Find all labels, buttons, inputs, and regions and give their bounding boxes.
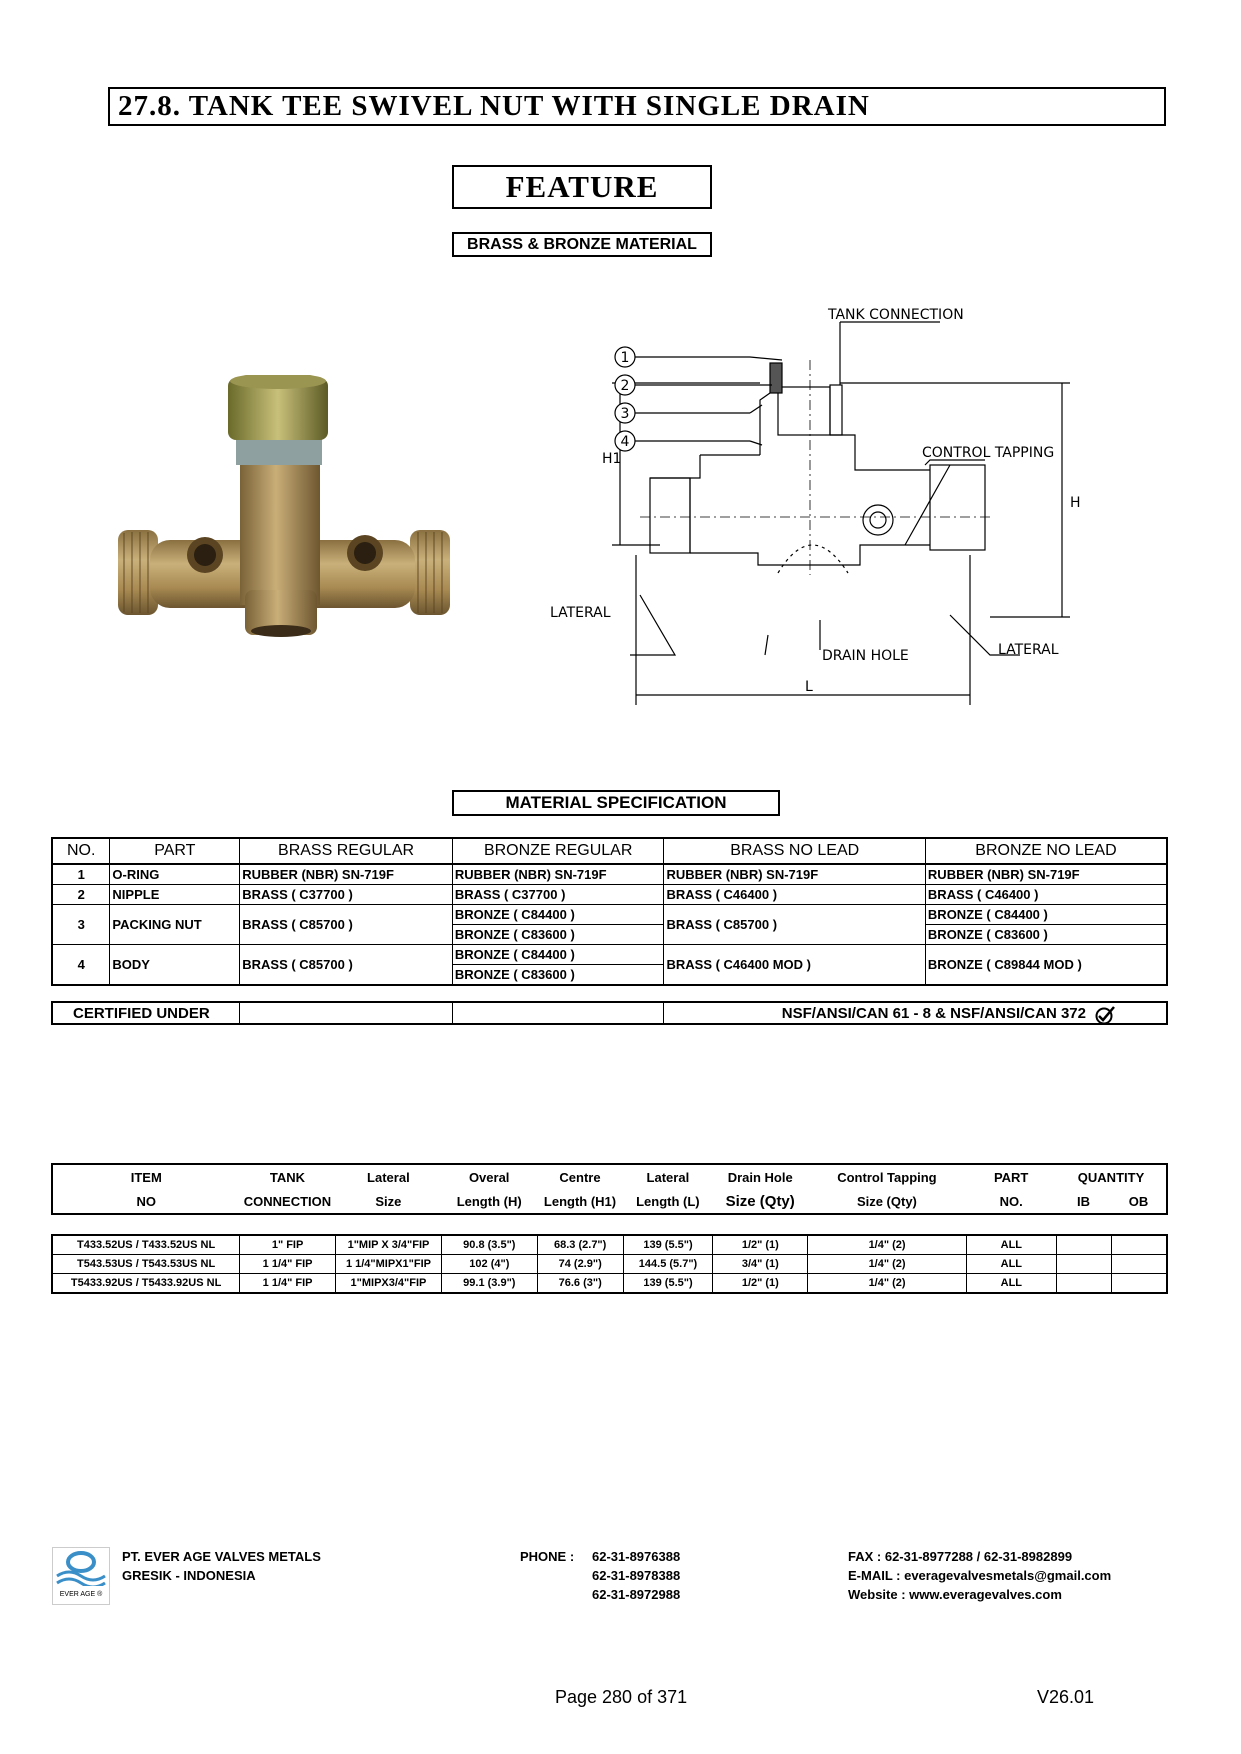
cell: BRASS ( C37700 ) (240, 885, 453, 905)
cell: 76.6 (3") (537, 1274, 623, 1294)
callout-2: 2 (620, 378, 630, 394)
cell: 102 (4") (441, 1255, 537, 1274)
table-header-row (52, 838, 1167, 864)
col-header: NO. (999, 1193, 1023, 1209)
cell (1111, 1235, 1167, 1255)
label-l: L (805, 679, 813, 695)
cell: BRONZE ( C89844 MOD ) (925, 945, 1167, 986)
checkmark-icon (1094, 1005, 1116, 1025)
table-row (52, 945, 1167, 965)
cell: BRONZE ( C84400 ) (925, 905, 1167, 925)
cell: BODY (110, 945, 240, 986)
cell: BRONZE ( C84400 ) (452, 945, 664, 965)
cell: 90.8 (3.5") (441, 1235, 537, 1255)
col-header: BRASS NO LEAD (664, 838, 925, 864)
cell: NIPPLE (110, 885, 240, 905)
cell: RUBBER (NBR) SN-719F (452, 864, 664, 885)
cell (1056, 1255, 1111, 1274)
col-header: TANK (269, 1169, 306, 1185)
col-header: Size (Qty) (725, 1192, 795, 1210)
material-spec-table (51, 837, 1168, 986)
phone-numbers (592, 1547, 680, 1604)
cell: PACKING NUT (110, 905, 240, 945)
page-number: Page 280 of 371 (555, 1687, 688, 1707)
cell: ALL (966, 1235, 1056, 1255)
table-row (52, 864, 1167, 885)
cell: BRASS ( C85700 ) (664, 905, 925, 945)
callout-1: 1 (620, 350, 630, 366)
products-header (51, 1163, 1168, 1215)
table-row (52, 1235, 1167, 1255)
material-spec-heading: MATERIAL SPECIFICATION (452, 790, 780, 816)
cell: 1 1/4" FIP (240, 1274, 336, 1294)
col-header: BRASS REGULAR (240, 838, 453, 864)
cell: BRONZE ( C83600 ) (452, 965, 664, 986)
website-link[interactable]: Website : www.everagevalves.com (848, 1587, 1062, 1602)
callout-3: 3 (620, 406, 630, 422)
cell (240, 1002, 452, 1024)
cell: T433.52US / T433.52US NL (52, 1235, 240, 1255)
cell: ALL (966, 1255, 1056, 1274)
label-lateral-right: LATERAL (998, 642, 1059, 658)
contact-block (848, 1547, 1111, 1604)
cell (1111, 1274, 1167, 1294)
company-name: PT. EVER AGE VALVES METALS (122, 1549, 321, 1564)
cell: BRASS ( C46400 ) (925, 885, 1167, 905)
cell: 1" FIP (240, 1235, 336, 1255)
col-header: PART (110, 838, 240, 864)
company-logo (52, 1547, 110, 1605)
col-header: OB (1128, 1193, 1149, 1209)
phone-number: 62-31-8978388 (592, 1568, 681, 1583)
cell (1111, 1255, 1167, 1274)
col-header: Length (L) (636, 1193, 700, 1209)
label-lateral-left: LATERAL (550, 605, 611, 621)
feature-heading: FEATURE (452, 165, 712, 209)
page-title: 27.8. TANK TEE SWIVEL NUT WITH SINGLE DRAIN (108, 87, 1166, 126)
phone-number: 62-31-8976388 (592, 1549, 681, 1564)
col-header: NO (136, 1193, 156, 1209)
email-link[interactable]: E-MAIL : everagevalvesmetals@gmail.com (848, 1568, 1112, 1583)
cell: 1/4" (2) (808, 1235, 967, 1255)
table-row (52, 1274, 1167, 1294)
cell: RUBBER (NBR) SN-719F (240, 864, 453, 885)
cell: BRONZE ( C83600 ) (452, 925, 664, 945)
cell: 139 (5.5") (623, 1274, 713, 1294)
col-header: Length (H) (456, 1193, 522, 1209)
col-header: Size (375, 1193, 402, 1209)
cell: 144.5 (5.7") (623, 1255, 713, 1274)
col-header: BRONZE NO LEAD (925, 838, 1167, 864)
certification-table (51, 1001, 1168, 1025)
table-row (52, 905, 1167, 925)
cell: 99.1 (3.9") (441, 1274, 537, 1294)
cell: 3/4" (1) (713, 1255, 808, 1274)
col-header: CONNECTION (243, 1193, 332, 1209)
table-row (52, 1002, 1167, 1024)
wave-logo-icon (53, 1548, 109, 1586)
cell: 1/4" (2) (808, 1274, 967, 1294)
certified-value-cell (664, 1002, 1167, 1024)
table-row (52, 885, 1167, 905)
cell: 1"MIPX3/4"FIP (336, 1274, 442, 1294)
col-header: BRONZE REGULAR (452, 838, 664, 864)
cell: 74 (2.9") (537, 1255, 623, 1274)
col-header: Centre (559, 1169, 601, 1185)
callout-4: 4 (620, 434, 630, 450)
phone-label: PHONE : (520, 1549, 575, 1564)
label-h1: H1 (602, 451, 622, 467)
cell: BRASS ( C46400 ) (664, 885, 925, 905)
cell (1056, 1235, 1111, 1255)
certified-label: CERTIFIED UNDER (52, 1002, 240, 1024)
col-header: PART (993, 1169, 1029, 1185)
col-header: ITEM (130, 1169, 162, 1185)
cell: 1/2" (1) (713, 1235, 808, 1255)
cell: 1/4" (2) (808, 1255, 967, 1274)
cell: ALL (966, 1274, 1056, 1294)
col-header: Drain Hole (727, 1169, 793, 1185)
products-table (51, 1234, 1168, 1294)
table-header-row (52, 1189, 1167, 1214)
cell: BRASS ( C85700 ) (240, 905, 453, 945)
label-drain-hole: DRAIN HOLE (822, 648, 909, 664)
logo-text: EVER AGE ® (59, 1591, 103, 1598)
cell: 139 (5.5") (623, 1235, 713, 1255)
table-row (52, 1255, 1167, 1274)
col-header: Size (Qty) (856, 1193, 917, 1209)
cell (1056, 1274, 1111, 1294)
cell: 1 1/4"MIPX1"FIP (336, 1255, 442, 1274)
cell: O-RING (110, 864, 240, 885)
cell: 68.3 (2.7") (537, 1235, 623, 1255)
cell: 1/2" (1) (713, 1274, 808, 1294)
cell: 1 1/4" FIP (240, 1255, 336, 1274)
col-header: Length (H1) (543, 1193, 617, 1209)
phone-number: 62-31-8972988 (592, 1587, 681, 1602)
company-block (122, 1547, 321, 1585)
col-header: Overal (468, 1169, 510, 1185)
version: V26.01 (1037, 1687, 1095, 1707)
label-control-tapping: CONTROL TAPPING (922, 445, 1055, 461)
cell: BRASS ( C37700 ) (452, 885, 664, 905)
certified-value: NSF/ANSI/CAN 61 - 8 & NSF/ANSI/CAN 372 (781, 1004, 1086, 1022)
material-type-label: BRASS & BRONZE MATERIAL (452, 232, 712, 257)
cell: RUBBER (NBR) SN-719F (664, 864, 925, 885)
technical-drawing (550, 305, 1090, 715)
label-h: H (1070, 495, 1081, 511)
col-header: NO. (52, 838, 110, 864)
cell (452, 1002, 663, 1024)
cell: 4 (52, 945, 110, 986)
label-tank-connection: TANK CONNECTION (828, 307, 964, 323)
product-photo (110, 375, 460, 655)
cell: 2 (52, 885, 110, 905)
table-header-row (52, 1164, 1167, 1189)
cell: 1"MIP X 3/4"FIP (336, 1235, 442, 1255)
col-header: Lateral (367, 1169, 410, 1185)
cell: BRONZE ( C84400 ) (452, 905, 664, 925)
cell: BRASS ( C46400 MOD ) (664, 945, 925, 986)
cell: 1 (52, 864, 110, 885)
col-header: QUANTITY (1077, 1169, 1145, 1185)
cell: RUBBER (NBR) SN-719F (925, 864, 1167, 885)
company-location: GRESIK - INDONESIA (122, 1568, 256, 1583)
cell: BRONZE ( C83600 ) (925, 925, 1167, 945)
col-header: IB (1077, 1193, 1091, 1209)
cell: BRASS ( C85700 ) (240, 945, 453, 986)
col-header: Control Tapping (837, 1169, 937, 1185)
cell: T5433.92US / T5433.92US NL (52, 1274, 240, 1294)
cell: 3 (52, 905, 110, 945)
fax: FAX : 62-31-8977288 / 62-31-8982899 (848, 1549, 1073, 1564)
cell: T543.53US / T543.53US NL (52, 1255, 240, 1274)
col-header: Lateral (646, 1169, 690, 1185)
